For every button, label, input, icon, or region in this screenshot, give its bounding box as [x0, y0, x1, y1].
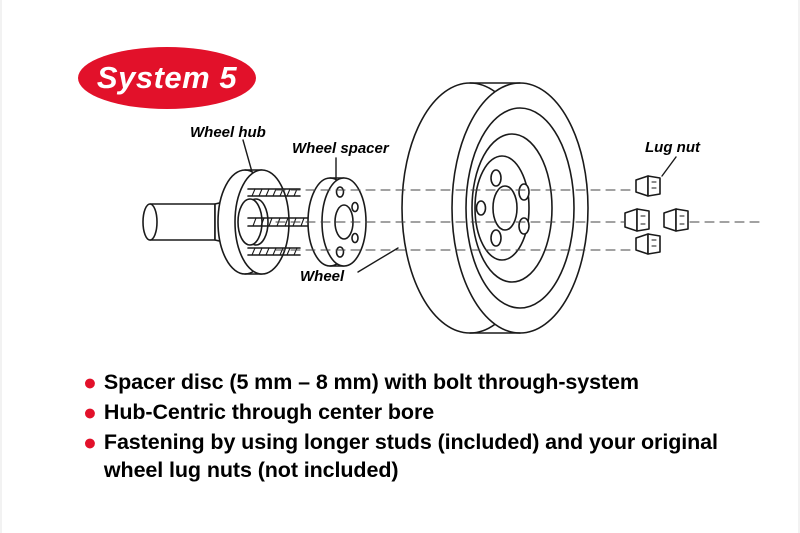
feature-list: [83, 368, 773, 486]
wheel-part: [402, 83, 588, 333]
callout-lug-nut: Lug nut: [645, 139, 700, 156]
bullet-dot-icon: ●: [83, 369, 97, 395]
leader-lug-nut: [662, 157, 676, 176]
system-badge-label: System 5: [96, 60, 238, 95]
list-item-label: Fastening by using longer studs (included) and your original wheel lug nuts (not included): [103, 430, 718, 482]
callout-wheel-hub: Wheel hub: [190, 124, 266, 141]
callout-wheel: Wheel: [300, 268, 345, 285]
leader-wheel: [358, 248, 398, 272]
list-item-label: Spacer disc (5 mm – 8 mm) with bolt through-system: [103, 370, 639, 394]
leader-wheel-hub: [243, 140, 252, 172]
list-item: [83, 428, 773, 484]
bullet-dot-icon: ●: [83, 429, 97, 455]
list-item: [83, 398, 773, 426]
bullet-dot-icon: ●: [83, 399, 97, 425]
callout-wheel-spacer: Wheel spacer: [292, 140, 389, 157]
lug-nuts: [625, 176, 688, 254]
list-item: [83, 368, 773, 396]
list-item-label: Hub-Centric through center bore: [103, 400, 435, 424]
